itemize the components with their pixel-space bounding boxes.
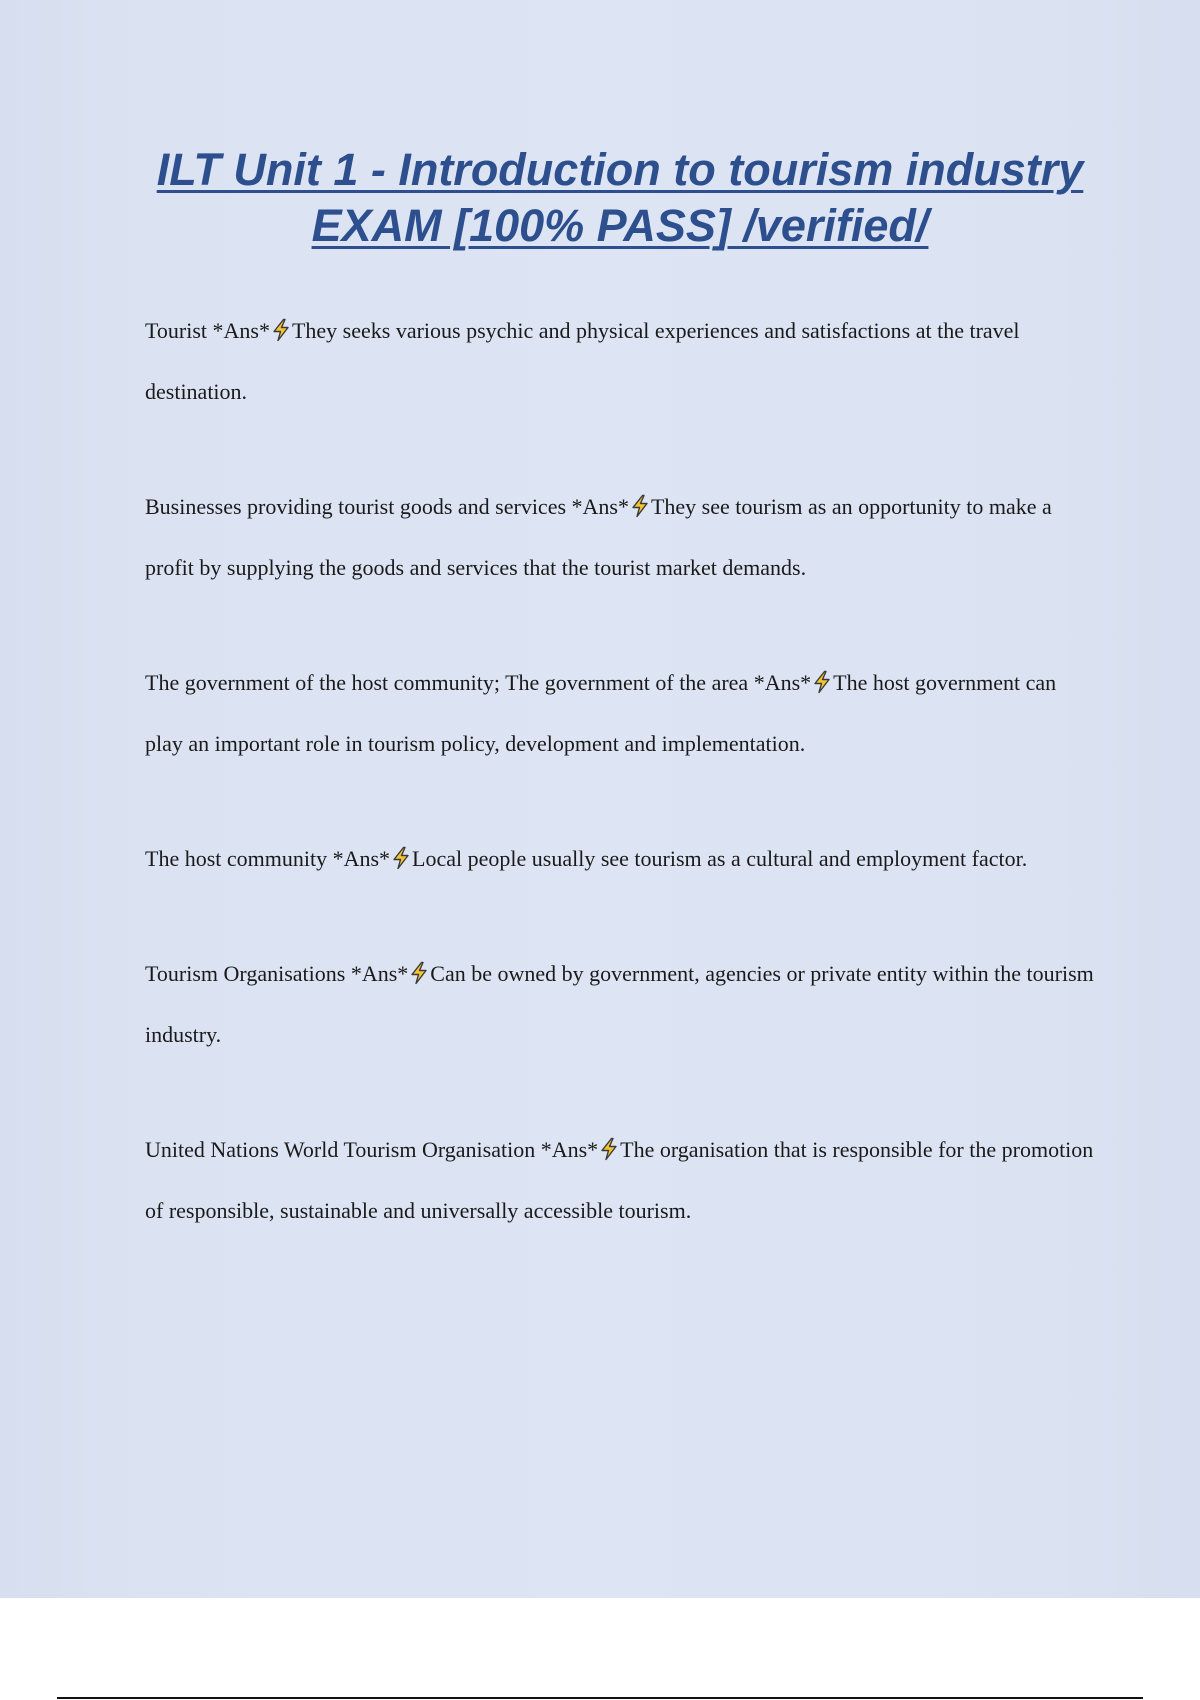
qa-question: The government of the host community; The government of the area *Ans* [145,670,812,695]
qa-question: The host community *Ans* [145,846,391,871]
footer-divider [57,1697,1143,1699]
qa-item [145,943,1095,1065]
lightning-bolt-icon [599,1137,619,1161]
qa-item [145,652,1095,774]
qa-answer: Can be owned by government, agencies or private entity within the tourism industry. [145,961,1094,1047]
qa-item [145,300,1095,422]
lightning-bolt-icon [812,670,832,694]
qa-question: United Nations World Tourism Organisation *Ans* [145,1137,599,1162]
qa-question: Tourist *Ans* [145,318,270,343]
qa-item [145,476,1095,598]
qa-list [145,300,1095,1295]
qa-question: Businesses providing tourist goods and services *Ans* [145,494,629,519]
qa-answer: They seeks various psychic and physical experiences and satisfactions at the travel destination. [145,318,1020,404]
qa-item [145,1119,1095,1241]
qa-answer: The organisation that is responsible for the promotion of responsible, sustainable and universally accessible tourism. [145,1137,1094,1223]
lightning-bolt-icon [630,494,650,518]
lightning-bolt-icon [271,318,291,342]
document-title: ILT Unit 1 - Introduction to tourism industry EXAM [100% PASS] /verified/ [156,144,1084,251]
qa-answer: Local people usually see tourism as a cultural and employment factor. [412,846,1028,871]
qa-answer: They see tourism as an opportunity to make a profit by supplying the goods and services that the tourist market demands. [145,494,1052,580]
lightning-bolt-icon [409,961,429,985]
qa-answer: The host government can play an important role in tourism policy, development and implementation. [145,670,1057,756]
qa-item [145,828,1095,889]
lightning-bolt-icon [391,846,411,870]
qa-question: Tourism Organisations *Ans* [145,961,409,986]
